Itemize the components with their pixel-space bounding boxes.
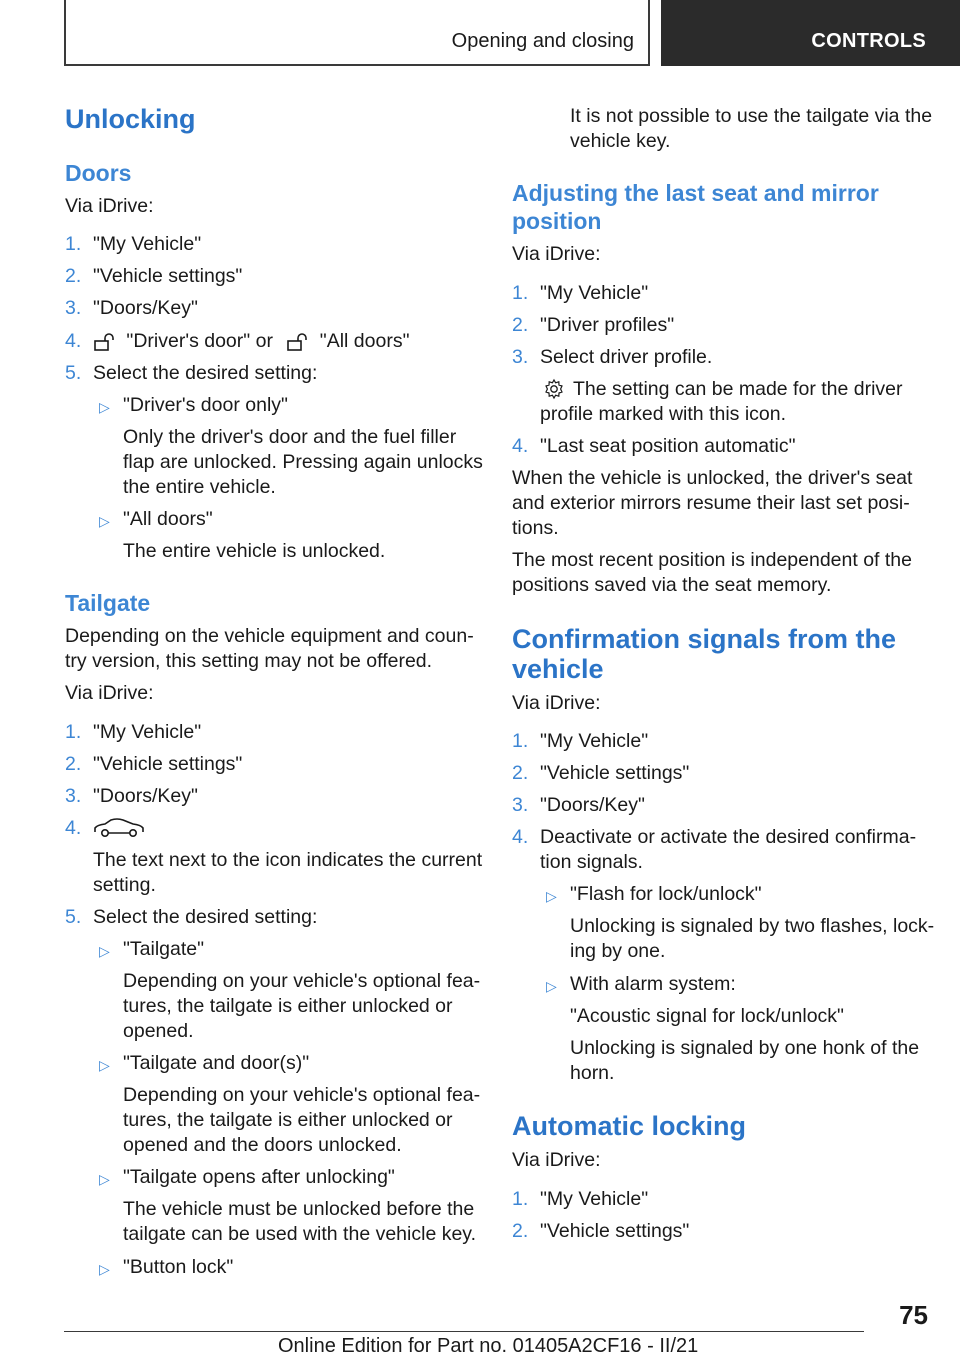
seat-paragraph: The most recent position is independent of the <box>512 549 912 571</box>
seat-step-num: 2. <box>512 314 529 336</box>
doors-step-num: 5. <box>65 362 82 384</box>
autolock-step-text: "Vehicle settings" <box>540 1220 690 1242</box>
seat-note: profile marked with this icon. <box>540 403 787 425</box>
seat-step-num: 1. <box>512 282 529 304</box>
confirm-step-text: "Doors/Key" <box>540 794 645 816</box>
confirm-step-text: "Vehicle settings" <box>540 762 690 784</box>
tailgate-step-text: "Doors/Key" <box>93 785 198 807</box>
confirm-step-text: tion signals. <box>540 851 643 873</box>
tailgate-heading: Tailgate <box>65 590 151 616</box>
doors-step-num: 4. <box>65 330 82 352</box>
seat-step-text: "Last seat position automatic" <box>540 435 796 457</box>
seat-paragraph: and exterior mirrors resume their last set posi- <box>512 492 910 514</box>
section-title: Opening and closing <box>451 30 634 52</box>
autolock-step-num: 1. <box>512 1188 529 1210</box>
doors-step-text: "My Vehicle" <box>93 233 202 255</box>
option-desc: opened and the doors unlocked. <box>123 1134 402 1156</box>
tailgate-step-desc: setting. <box>93 874 156 896</box>
seat-step-text: Select driver profile. <box>540 346 713 368</box>
option-desc: horn. <box>570 1062 615 1084</box>
doors-step-text: Select the desired setting: <box>93 362 318 384</box>
confirm-heading: vehicle <box>512 654 604 684</box>
seat-heading: Adjusting the last seat and mirror <box>512 180 879 206</box>
tailgate-step-num: 4. <box>65 817 82 839</box>
tailgate-step-text: "Vehicle settings" <box>93 753 243 775</box>
seat-note: The setting can be made for the driver <box>573 378 903 400</box>
confirm-step-text: "My Vehicle" <box>540 730 649 752</box>
bullet-triangle: ▷ <box>99 943 110 959</box>
footer-edition: Online Edition for Part no. 01405A2CF16 - II/21 <box>278 1335 699 1357</box>
option-label: "Flash for lock/unlock" <box>570 883 762 905</box>
continuation-text: vehicle key. <box>570 130 671 152</box>
page-number: 75 <box>899 1300 928 1330</box>
bullet-triangle: ▷ <box>99 1057 110 1073</box>
bullet-triangle: ▷ <box>546 978 557 994</box>
bullet-triangle: ▷ <box>99 1261 110 1277</box>
chapter-title: CONTROLS <box>811 30 926 52</box>
seat-heading: position <box>512 208 602 234</box>
option-desc: "Acoustic signal for lock/unlock" <box>570 1005 844 1027</box>
doors-step-num: 1. <box>65 233 82 255</box>
autolock-step-text: "My Vehicle" <box>540 1188 649 1210</box>
tailgate-via: Via iDrive: <box>65 682 154 704</box>
autolock-heading: Automatic locking <box>512 1111 747 1141</box>
option-desc: the entire vehicle. <box>123 476 276 498</box>
option-desc: Unlocking is signaled by two flashes, lock- <box>570 915 935 937</box>
bullet-triangle: ▷ <box>99 399 110 415</box>
driver-profile-gear-icon <box>543 378 565 400</box>
option-label: "Tailgate and door(s)" <box>123 1052 310 1074</box>
option-desc: Depending on your vehicle's optional fea- <box>123 1084 481 1106</box>
tailgate-car-icon <box>93 816 145 838</box>
option-label: "Button lock" <box>123 1256 234 1278</box>
confirm-step-num: 4. <box>512 826 529 848</box>
tailgate-step-text: "My Vehicle" <box>93 721 202 743</box>
continuation-text: It is not possible to use the tailgate via the <box>570 105 933 127</box>
unlock-icon <box>286 333 308 351</box>
bullet-triangle: ▷ <box>546 888 557 904</box>
option-desc: opened. <box>123 1020 194 1042</box>
option-desc: Unlocking is signaled by one honk of the <box>570 1037 920 1059</box>
tailgate-step-num: 1. <box>65 721 82 743</box>
tailgate-step-num: 3. <box>65 785 82 807</box>
option-label: "Tailgate opens after unlocking" <box>123 1166 395 1188</box>
seat-step-num: 4. <box>512 435 529 457</box>
option-label: "Driver's door only" <box>123 394 288 416</box>
header-section-box <box>64 0 650 66</box>
unlock-icon <box>93 333 115 351</box>
confirm-via: Via iDrive: <box>512 692 601 714</box>
tailgate-intro: try version, this setting may not be offered. <box>65 650 433 672</box>
option-desc: tailgate can be used with the vehicle key. <box>123 1223 477 1245</box>
doors-step-num: 2. <box>65 265 82 287</box>
doors-step-num: 3. <box>65 297 82 319</box>
confirm-step-num: 1. <box>512 730 529 752</box>
seat-via: Via iDrive: <box>512 243 601 265</box>
chapter-tab <box>661 0 960 66</box>
tailgate-step-num: 2. <box>65 753 82 775</box>
confirm-heading: Confirmation signals from the <box>512 624 897 654</box>
seat-paragraph: When the vehicle is unlocked, the driver's seat <box>512 467 913 489</box>
option-desc: Depending on your vehicle's optional fea- <box>123 970 481 992</box>
option-desc: Only the driver's door and the fuel filler <box>123 426 457 448</box>
seat-step-text: "My Vehicle" <box>540 282 649 304</box>
autolock-via: Via iDrive: <box>512 1149 601 1171</box>
bullet-triangle: ▷ <box>99 1171 110 1187</box>
option-desc: The vehicle must be unlocked before the <box>123 1198 475 1220</box>
seat-step-num: 3. <box>512 346 529 368</box>
unlocking-title: Unlocking <box>65 104 196 134</box>
tailgate-step-desc: The text next to the icon indicates the current <box>93 849 483 871</box>
option-desc: The entire vehicle is unlocked. <box>123 540 386 562</box>
option-desc: tures, the tailgate is either unlocked or <box>123 1109 453 1131</box>
doors-via: Via iDrive: <box>65 195 154 217</box>
tailgate-step-num: 5. <box>65 906 82 928</box>
confirm-step-text: Deactivate or activate the desired confirma- <box>540 826 917 848</box>
autolock-step-num: 2. <box>512 1220 529 1242</box>
confirm-step-num: 2. <box>512 762 529 784</box>
option-label: "All doors" <box>123 508 213 530</box>
option-label: "Tailgate" <box>123 938 205 960</box>
footer-divider <box>64 1331 864 1332</box>
tailgate-step-text: Select the desired setting: <box>93 906 318 928</box>
doors-step-text: "All doors" <box>319 330 410 352</box>
doors-heading: Doors <box>65 160 132 186</box>
doors-step-4 <box>93 329 410 354</box>
doors-step-text: "Doors/Key" <box>93 297 198 319</box>
option-desc: flap are unlocked. Pressing again unlocks <box>123 451 483 473</box>
option-desc: ing by one. <box>570 940 666 962</box>
confirm-step-num: 3. <box>512 794 529 816</box>
seat-step-text: "Driver profiles" <box>540 314 675 336</box>
option-label: With alarm system: <box>570 973 736 995</box>
bullet-triangle: ▷ <box>99 513 110 529</box>
seat-paragraph: positions saved via the seat memory. <box>512 574 832 596</box>
option-desc: tures, the tailgate is either unlocked or <box>123 995 453 1017</box>
doors-step-text: "Driver's door" or <box>126 330 273 352</box>
doors-step-text: "Vehicle settings" <box>93 265 243 287</box>
tailgate-intro: Depending on the vehicle equipment and coun- <box>65 625 474 647</box>
seat-paragraph: tions. <box>512 517 559 539</box>
